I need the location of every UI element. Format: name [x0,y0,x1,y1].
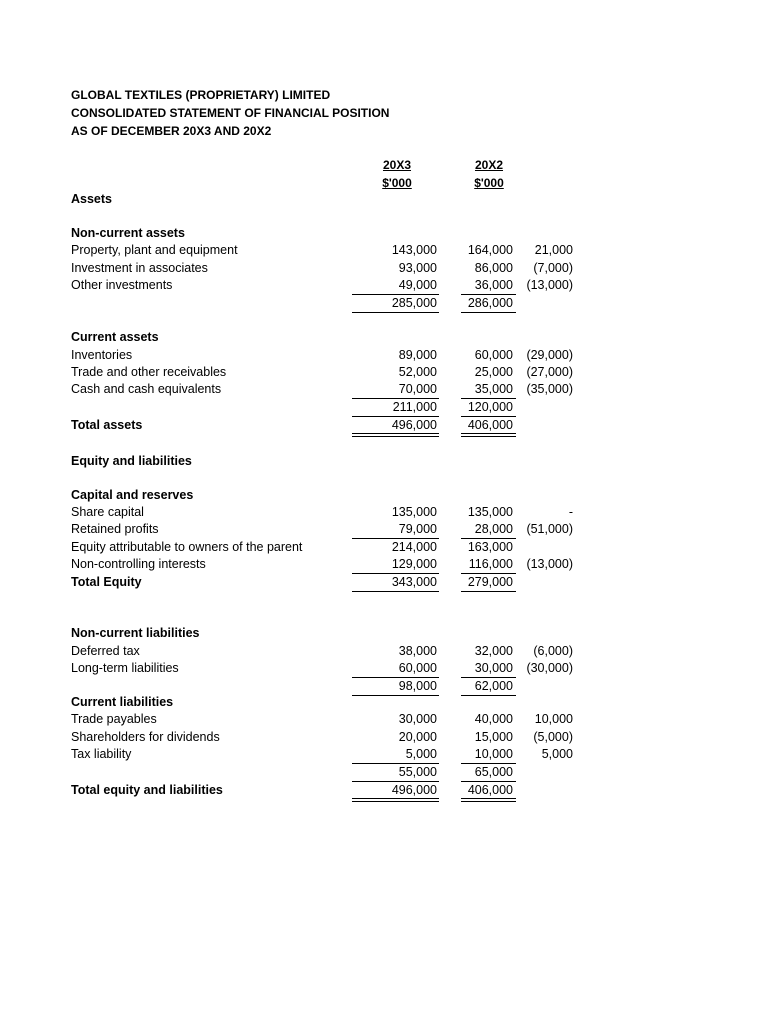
subtotal-rule [352,781,439,782]
table-row [71,712,591,729]
total-20x2: 406,000 [467,783,513,797]
subsection-heading-current-assets [71,330,591,347]
value-20x3: 89,000 [398,348,437,362]
total-rule [352,591,439,592]
subtotal-rule [352,312,439,313]
value-difference: (27,000) [526,365,573,379]
table-row [71,505,591,522]
total-double-rule [461,433,516,437]
subtotal-20x2: 62,000 [474,679,513,693]
total-20x2: 279,000 [467,575,513,589]
table-row [71,557,591,574]
value-20x3: 143,000 [391,243,437,257]
value-20x2: 86,000 [474,261,513,275]
subtotal-rule [352,538,439,539]
subtotal-row [71,540,591,557]
row-label: Current assets [71,330,159,344]
value-difference: - [568,505,573,519]
row-label: Total Equity [71,575,142,589]
subtotal-20x3: 214,000 [391,540,437,554]
row-label: Trade and other receivables [71,365,227,379]
subsection-heading-capital-reserves [71,488,591,505]
subtotal-row [71,765,591,782]
row-label: Investment in associates [71,261,208,275]
subtotal-rule [461,416,516,417]
value-difference: (51,000) [526,522,573,536]
value-20x2: 116,000 [468,557,513,571]
subtotal-rule [461,677,516,678]
column-unit-20x3: $'000 [382,176,412,190]
total-row [71,575,591,592]
subtotal-20x2: 65,000 [474,765,513,779]
value-difference: 10,000 [534,712,573,726]
value-difference: (5,000) [533,730,573,744]
value-difference: 5,000 [541,747,573,761]
row-label: Property, plant and equipment [71,243,238,257]
table-row [71,747,591,764]
table-row [71,644,591,661]
value-20x2: 28,000 [474,522,513,536]
value-20x3: 60,000 [398,661,437,675]
value-20x2: 40,000 [474,712,513,726]
subtotal-rule [461,573,516,574]
value-20x3: 135,000 [391,505,437,519]
row-label: Long-term liabilities [71,661,179,675]
total-20x3: 343,000 [391,575,437,589]
total-20x3: 496,000 [391,418,437,432]
column-header-20x3: 20X3 [382,158,412,172]
value-difference: (13,000) [526,557,573,571]
value-20x3: 30,000 [398,712,437,726]
subtotal-row [71,679,591,696]
value-20x2: 25,000 [474,365,513,379]
value-20x2: 15,000 [474,730,513,744]
subsection-heading-non-current-assets [71,226,591,243]
row-label: Tax liability [71,747,132,761]
subtotal-row [71,296,591,313]
value-20x3: 79,000 [398,522,437,536]
subtotal-rule [461,294,516,295]
table-row [71,278,591,295]
row-label: Shareholders for dividends [71,730,220,744]
table-row [71,382,591,399]
table-row [71,730,591,747]
subtotal-rule [461,763,516,764]
value-20x2: 30,000 [474,661,513,675]
subsection-heading-current-liabilities [71,695,591,712]
subtotal-rule [352,294,439,295]
value-difference: (29,000) [526,348,573,362]
subtotal-row [71,400,591,417]
statement-period: AS OF DECEMBER 20X3 AND 20X2 [71,124,272,138]
subtotal-20x2: 286,000 [467,296,513,310]
row-label: Current liabilities [71,695,174,709]
total-rule [461,591,516,592]
total-20x3: 496,000 [391,783,437,797]
subtotal-rule [352,416,439,417]
subtotal-20x2: 120,000 [467,400,513,414]
subtotal-rule [352,763,439,764]
value-20x3: 70,000 [398,382,437,396]
row-label: Non-controlling interests [71,557,206,571]
value-20x2: 35,000 [474,382,513,396]
table-row [71,261,591,278]
table-row [71,522,591,539]
subtotal-20x3: 98,000 [398,679,437,693]
table-row [71,661,591,678]
value-20x3: 93,000 [398,261,437,275]
total-double-rule [352,798,439,802]
value-difference: (7,000) [533,261,573,275]
subtotal-20x3: 55,000 [398,765,437,779]
subsection-heading-non-current-liabilities [71,626,591,643]
row-label: Trade payables [71,712,157,726]
total-20x2: 406,000 [467,418,513,432]
value-20x3: 38,000 [398,644,437,658]
value-difference: (30,000) [526,661,573,675]
total-double-rule [352,433,439,437]
column-header-20x2: 20X2 [474,158,504,172]
value-20x2: 36,000 [474,278,513,292]
value-20x2: 164,000 [467,243,513,257]
subtotal-20x2: 163,000 [467,540,513,554]
section-heading-equity-liabilities [71,454,591,471]
value-20x3: 20,000 [398,730,437,744]
row-label: Inventories [71,348,133,362]
row-label: Deferred tax [71,644,140,658]
value-20x2: 60,000 [474,348,513,362]
table-row [71,348,591,365]
column-unit-20x2: $'000 [474,176,504,190]
row-label: Retained profits [71,522,159,536]
value-20x3: 52,000 [398,365,437,379]
row-label: Share capital [71,505,144,519]
row-label: Non-current liabilities [71,626,200,640]
total-double-rule [461,798,516,802]
row-label: Equity attributable to owners of the parent [71,540,303,554]
row-label: Equity and liabilities [71,454,192,468]
subtotal-rule [461,538,516,539]
subtotal-rule [461,398,516,399]
value-20x2: 10,000 [474,747,513,761]
subtotal-20x3: 285,000 [391,296,437,310]
table-row [71,365,591,382]
company-name: GLOBAL TEXTILES (PROPRIETARY) LIMITED [71,88,331,102]
row-label: Cash and cash equivalents [71,382,222,396]
section-heading-assets [71,192,591,209]
value-20x3: 49,000 [398,278,437,292]
table-row [71,243,591,260]
value-difference: 21,000 [534,243,573,257]
value-difference: (13,000) [526,278,573,292]
row-label: Assets [71,192,112,206]
subtotal-rule [461,312,516,313]
row-label: Non-current assets [71,226,185,240]
subtotal-20x3: 211,000 [392,400,437,414]
subtotal-rule [352,677,439,678]
row-label: Capital and reserves [71,488,194,502]
subtotal-rule [352,398,439,399]
value-20x3: 5,000 [405,747,437,761]
subtotal-rule [352,573,439,574]
value-difference: (35,000) [526,382,573,396]
subtotal-rule [461,781,516,782]
value-20x2: 135,000 [467,505,513,519]
row-label: Total assets [71,418,143,432]
row-label: Other investments [71,278,173,292]
value-20x3: 129,000 [391,557,437,571]
value-difference: (6,000) [533,644,573,658]
value-20x2: 32,000 [474,644,513,658]
statement-title: CONSOLIDATED STATEMENT OF FINANCIAL POSITION [71,106,390,120]
row-label: Total equity and liabilities [71,783,223,797]
